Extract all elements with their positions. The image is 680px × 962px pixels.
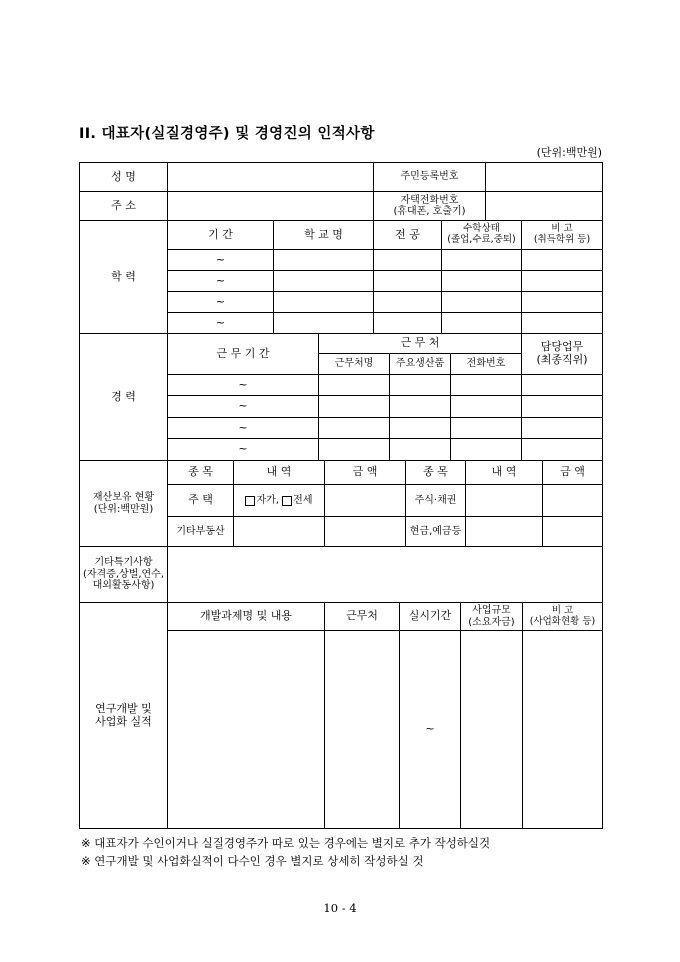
career-tilde: ~ bbox=[238, 442, 248, 456]
phone-field[interactable] bbox=[486, 192, 602, 220]
career-col-product: 주요생산품 bbox=[395, 358, 445, 370]
page-title: II. 대표자(실질경영주) 및 경영진의 인적사항 bbox=[79, 126, 375, 142]
career-tilde: ~ bbox=[238, 377, 248, 391]
special-label: 기타특기사항 (자격증,상벌,연수, 대외활동사항) bbox=[82, 557, 165, 592]
career-col-period: 근 무 기 간 bbox=[216, 346, 270, 360]
assets-label: 재산보유 현황 (단위:백만원) bbox=[92, 492, 155, 515]
career-col-workplace: 근 무 처 bbox=[400, 336, 440, 350]
note-line: ※ 연구개발 및 사업화실적이 다수인 경우 별지로 상세히 작성하실 것 bbox=[81, 854, 424, 868]
cash-label: 현금,예금등 bbox=[409, 525, 462, 537]
resident-no-label: 주민등록번호 bbox=[400, 171, 459, 183]
education-col-status: 수학상태 (졸업,수료,중퇴) bbox=[447, 223, 516, 245]
name-label: 성 명 bbox=[111, 169, 136, 183]
special-field[interactable] bbox=[168, 547, 602, 602]
jeonse-checkbox[interactable] bbox=[282, 496, 292, 506]
own-checkbox[interactable] bbox=[245, 496, 255, 506]
name-field[interactable] bbox=[168, 163, 373, 191]
rnd-label: 연구개발 및 사업화 실적 bbox=[95, 701, 152, 728]
education-tilde: ~ bbox=[215, 273, 226, 287]
page-number: 10 - 4 bbox=[323, 901, 357, 915]
rnd-col-workplace: 근무처 bbox=[346, 609, 378, 623]
house-type-options bbox=[234, 485, 324, 516]
address-field[interactable] bbox=[168, 192, 373, 220]
assets-col-detail2: 내 역 bbox=[491, 465, 517, 479]
assets-col-amount2: 금 액 bbox=[560, 465, 585, 479]
education-col-remark: 비 고 (취득학위 등) bbox=[533, 223, 591, 245]
note-line: ※ 대표자가 수인이거나 실질경영주가 따로 있는 경우에는 별지로 추가 작성하실것 bbox=[81, 836, 491, 850]
career-tilde: ~ bbox=[238, 420, 248, 434]
stock-label: 주식·채권 bbox=[414, 494, 457, 506]
rnd-col-scale: 사업규모 (소요자금) bbox=[468, 605, 515, 628]
rnd-col-period: 실시기간 bbox=[408, 609, 452, 623]
education-col-school: 학 교 명 bbox=[304, 227, 343, 241]
assets-col-type2: 종 목 bbox=[423, 465, 448, 479]
house-label: 주 택 bbox=[188, 493, 213, 507]
education-label: 학 력 bbox=[111, 269, 136, 283]
career-label: 경 력 bbox=[111, 389, 136, 403]
assets-col-detail: 내 역 bbox=[266, 465, 292, 479]
rnd-tilde: ~ bbox=[425, 722, 435, 736]
assets-col-type: 종 목 bbox=[188, 465, 213, 479]
jeonse-option-label: 전세 bbox=[293, 494, 313, 506]
resident-no-field[interactable] bbox=[486, 163, 602, 191]
education-col-major: 전 공 bbox=[395, 227, 420, 241]
own-option-label: 자가, bbox=[256, 494, 279, 506]
rnd-col-task: 개발과제명 및 내용 bbox=[199, 609, 292, 623]
rnd-col-remark: 비 고 (사업화현황 등) bbox=[529, 604, 596, 627]
career-col-phone: 전화번호 bbox=[466, 358, 506, 370]
assets-col-amount: 금 액 bbox=[352, 465, 378, 479]
other-realestate-label: 기타부동산 bbox=[176, 525, 225, 537]
education-tilde: ~ bbox=[215, 294, 226, 308]
education-tilde: ~ bbox=[215, 315, 226, 329]
career-tilde: ~ bbox=[238, 399, 248, 413]
phone-label: 자택전화번호 (휴대폰, 호출기) bbox=[393, 194, 466, 217]
career-col-duty: 담당업무 (최종직위) bbox=[536, 340, 588, 366]
unit-note: (단위:백만원) bbox=[536, 146, 602, 159]
address-label: 주 소 bbox=[111, 198, 136, 212]
education-col-period: 기 간 bbox=[208, 227, 233, 241]
career-col-company: 근무처명 bbox=[334, 358, 374, 370]
education-tilde: ~ bbox=[215, 252, 226, 266]
